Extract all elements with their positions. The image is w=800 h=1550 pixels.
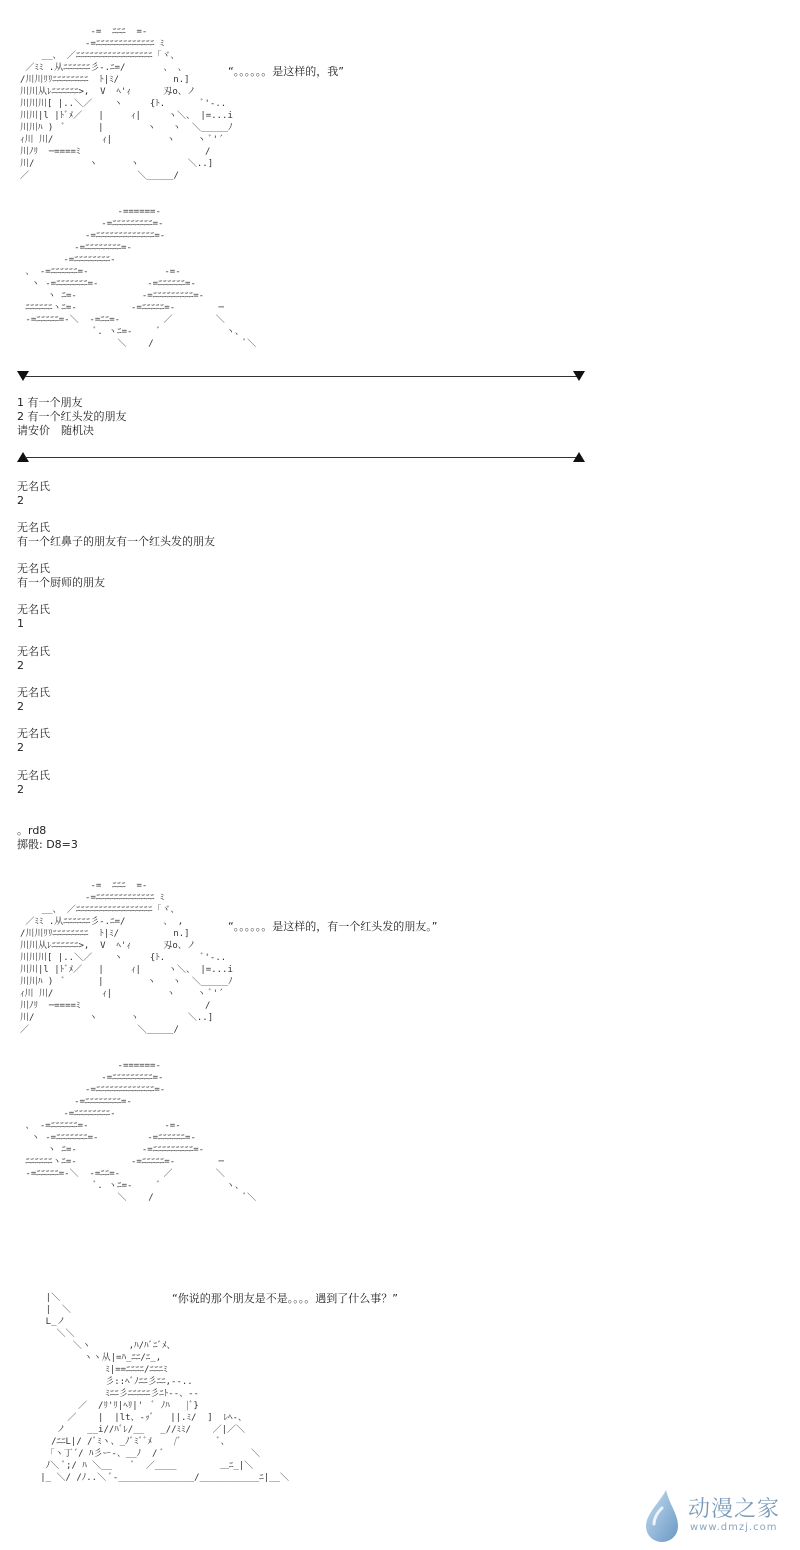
reply-author: 无名氏 (17, 521, 50, 534)
ascii-art-body-2: -======- -=ﾆﾆﾆﾆﾆﾆﾆﾆﾆ=- -=ﾆﾆﾆﾆﾆﾆﾆﾆﾆﾆﾆﾆﾆ=- -=ﾆﾆﾆﾆﾆﾆﾆﾆ=- -=ﾆﾆﾆﾆﾆﾆﾆﾆ- 、 -=ﾆﾆﾆﾆﾆﾆ=- -=- ヽ -=ﾆﾆﾆﾆﾆﾆﾆ=- -=ﾆﾆﾆﾆﾆﾆ=- ヽ ﾆ=- -=ﾆﾆﾆﾆﾆﾆﾆﾆﾆ=- ﾆﾆﾆﾆﾆﾆヽﾆ=- -=ﾆﾆﾆﾆﾆ=- ─ -=ﾆﾆﾆﾆﾆ=-＼ -=ﾆﾆ=- ／ ＼ ﾞ. ヽﾆ=- ﾞ ヽ、 ＼ / ﾞ＼ (25, 1061, 257, 1203)
reply-body: 1 (17, 617, 24, 630)
triangle-down-icon (573, 371, 585, 381)
reply-post (17, 769, 50, 797)
reply-author: 无名氏 (17, 727, 50, 740)
watermark-url: www.dmzj.com (690, 1522, 778, 1533)
dice-result: 掷骰: D8=3 (17, 838, 78, 851)
speech-line-1: “。。。。。。是这样的，我” (228, 65, 344, 78)
ascii-art-figure-1: -= ﾆﾆﾆ =- -=ﾆﾆﾆﾆﾆﾆﾆﾆﾆﾆﾆﾆﾆ ﾐ __、 ／ﾆﾆﾆﾆﾆﾆﾆﾆﾆﾆﾆﾆﾆﾆﾆﾆﾆ「ヾ、 ／ﾐﾐ .从ﾆﾆﾆﾆﾆﾆ彡-.ﾆ=/ 、 、 /川川ﾘﾘﾆﾆﾆﾆﾆﾆﾆﾆ ﾄ|ﾐ/ n.] 川川从ﾚﾆﾆﾆﾆﾆﾆ>, V ﾍ'ｨ 刄o、ノ 川川川[ |..＼／ ヽ {ﾄ. ﾞ'-.. 川川|l |ﾄﾞﾒ／ | ｨ| ヽ＼、 |=...i 川川ﾊ ) ﾞ | ヽ ヽ ＼_____ﾉ ｨ川 川/ ｨ| ヽ ヽ ﾞ'´ 川ﾉﾘ ─====ﾐ / 川/ ヽ ヽ ＼..] ／ ＼_____/ (20, 27, 233, 181)
reply-author: 无名氏 (17, 769, 50, 782)
reply-author: 无名氏 (17, 603, 50, 616)
ascii-art-body-1: -======- -=ﾆﾆﾆﾆﾆﾆﾆﾆﾆ=- -=ﾆﾆﾆﾆﾆﾆﾆﾆﾆﾆﾆﾆﾆ=- -=ﾆﾆﾆﾆﾆﾆﾆﾆ=- -=ﾆﾆﾆﾆﾆﾆﾆﾆ- 、 -=ﾆﾆﾆﾆﾆﾆ=- -=- ヽ -=ﾆﾆﾆﾆﾆﾆﾆ=- -=ﾆﾆﾆﾆﾆﾆ=- ヽ ﾆ=- -=ﾆﾆﾆﾆﾆﾆﾆﾆﾆ=- ﾆﾆﾆﾆﾆﾆヽﾆ=- -=ﾆﾆﾆﾆﾆ=- ─ -=ﾆﾆﾆﾆﾆ=-＼ -=ﾆﾆ=- ／ ＼ ﾞ. ヽﾆ=- ﾞ ヽ、 ＼ / ﾞ＼ (25, 207, 257, 349)
water-drop-logo-icon (640, 1488, 684, 1544)
watermark-title: 动漫之家 (688, 1497, 781, 1522)
section-divider-bottom (17, 452, 585, 464)
speech-line-2: “。。。。。。是这样的，有一个红头发的朋友。” (228, 920, 438, 933)
reply-author: 无名氏 (17, 480, 50, 493)
site-watermark (640, 1488, 790, 1544)
speech-line-3: “你说的那个朋友是不是。。。。遇到了什么事？” (172, 1292, 398, 1305)
triangle-up-icon (573, 452, 585, 462)
reply-post (17, 562, 105, 590)
reply-body: 2 (17, 700, 24, 713)
reply-author: 无名氏 (17, 562, 50, 575)
section-divider-top (17, 371, 585, 383)
reply-body: 2 (17, 783, 24, 796)
option-2: 2 有一个红头发的朋友 (17, 410, 127, 423)
reply-body: 2 (17, 494, 24, 507)
reply-post (17, 603, 50, 631)
ascii-art-figure-2: -= ﾆﾆﾆ =- -=ﾆﾆﾆﾆﾆﾆﾆﾆﾆﾆﾆﾆﾆ ﾐ __、 ／ﾆﾆﾆﾆﾆﾆﾆﾆﾆﾆﾆﾆﾆﾆﾆﾆﾆ「ヾ、 ／ﾐﾐ .从ﾆﾆﾆﾆﾆﾆ彡-.ﾆ=/ 、 , /川川ﾘﾘﾆﾆﾆﾆﾆﾆﾆﾆ ﾄ|ﾐ/ n.] 川川从ﾚﾆﾆﾆﾆﾆﾆ>, V ﾍ'ｨ 刄o、ノ 川川川[ |..＼／ ヽ {ﾄ. ﾞ'-.. 川川|l |ﾄﾞﾒ／ | ｨ| ヽ＼、 |=...i 川川ﾊ ) ﾞ | ヽ ヽ ＼_____ﾉ ｨ川 川/ ｨ| ヽ ヽ ﾞ'´ 川ﾉﾘ ─====ﾐ / 川/ ヽ ヽ ＼..] ／ ＼_____/ (20, 881, 233, 1035)
divider-line (25, 457, 577, 458)
reply-post (17, 480, 50, 508)
reply-post (17, 645, 50, 673)
reply-body: 2 (17, 659, 24, 672)
reply-author: 无名氏 (17, 686, 50, 699)
reply-body: 有一个厨师的朋友 (17, 576, 105, 589)
reply-post (17, 686, 50, 714)
reply-post (17, 521, 215, 549)
reply-author: 无名氏 (17, 645, 50, 658)
divider-line (25, 376, 577, 377)
option-1: 1 有一个朋友 (17, 396, 83, 409)
dice-command: 。rd8 (17, 824, 47, 837)
reply-post (17, 727, 50, 755)
ascii-art-figure-3: |＼ | ＼ L_ノ ＼＼ ＼ヽ ,ﾊ/ﾊﾞﾆﾞﾒ、 ヽヽ从|=ﾊ_ﾆﾆ/ﾆ_, ﾐ|==ﾆﾆﾆﾆ/ﾆﾆﾆﾐ 彡::ﾍﾞﾉﾆﾆ彡ﾆﾆ,--.. ﾐﾆﾆ彡ﾆﾆﾆﾆﾆ彡ﾆﾄ--、-- ／ /ﾘ'ﾘ|ﾍﾘ|' ﾞ ﾉﾊ |ﾞ} ／ | |lt、-ｯﾞ ||.ﾐ/ ] ﾚﾍ-、 ノ __i//ﾊﾞﾚ/__ _//ﾐﾐ/ ／|／＼ /ﾆﾆL|/ /ﾞﾐヽ、_ﾉﾞﾐﾞﾞﾒ /ﾞ ﾞ、 「ヽ丁´/ ﾊ彡ー-、__ﾉ / ﾞ ＼ ﾉ＼ ﾞ;/ ﾊ ＼__ ﾞ ／____ ＿ﾆ_|＼ |_ ＼/ /ﾉ..＼ ﾞ-______________/___________ﾆ|__＼ (40, 1293, 289, 1483)
anchor-instruction: 请安价 随机决 (17, 424, 94, 437)
reply-body: 2 (17, 741, 24, 754)
reply-body: 有一个红鼻子的朋友有一个红头发的朋友 (17, 535, 215, 548)
